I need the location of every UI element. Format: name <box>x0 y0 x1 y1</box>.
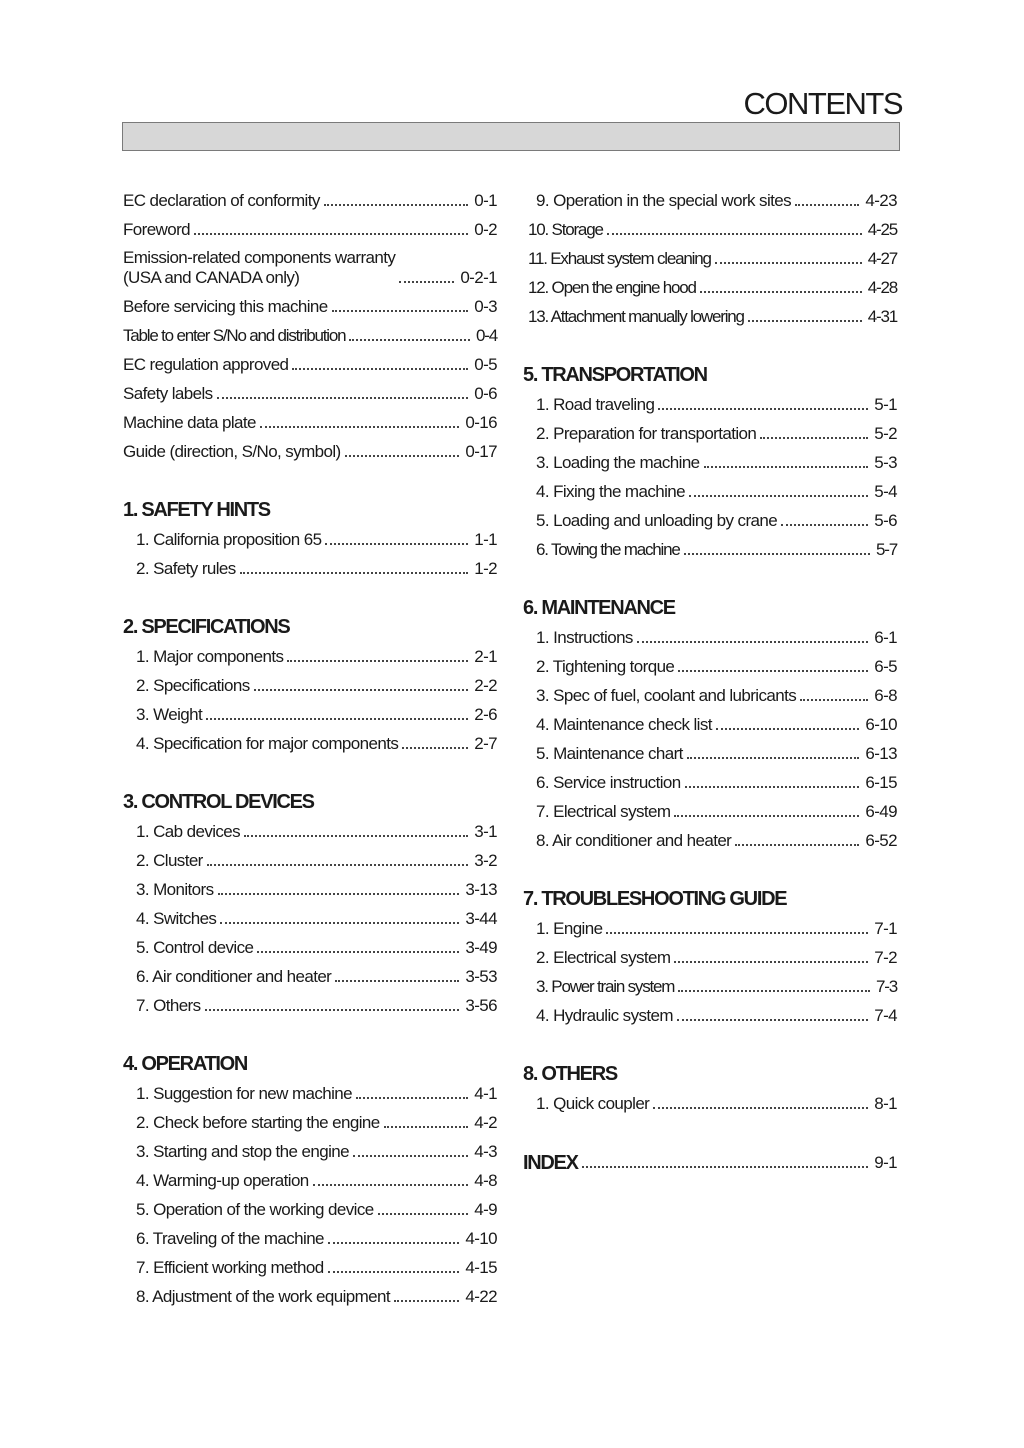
dot-leader <box>218 893 460 895</box>
dot-leader <box>704 466 869 468</box>
toc-entry[interactable] <box>123 288 497 317</box>
toc-entry-page: 4-22 <box>465 1287 497 1306</box>
toc-entry-label: 10. Storage <box>528 220 603 239</box>
dot-leader <box>244 835 468 837</box>
toc-entry-label: 6. Service instruction <box>536 773 681 792</box>
toc-entry[interactable] <box>523 910 897 939</box>
toc-entry-label: 1. Suggestion for new machine <box>136 1084 353 1103</box>
toc-entry[interactable] <box>523 298 897 327</box>
toc-entry[interactable] <box>523 619 897 648</box>
toc-entry[interactable] <box>123 240 497 288</box>
dot-leader <box>328 1271 460 1273</box>
dot-leader <box>353 1155 468 1157</box>
dot-leader <box>356 1097 468 1099</box>
toc-entry-page: 2-7 <box>474 734 497 753</box>
toc-entry[interactable] <box>523 968 897 997</box>
toc-entry[interactable] <box>523 997 897 1026</box>
toc-entry[interactable] <box>523 386 897 415</box>
toc-entry-label: 4. Switches <box>136 909 217 928</box>
toc-entry[interactable] <box>523 822 897 851</box>
toc-entry-label: 7. Efficient working method <box>136 1258 324 1277</box>
dot-leader <box>689 495 868 497</box>
toc-entry-page: 5-4 <box>874 482 897 501</box>
toc-entry-page: 4-10 <box>465 1229 497 1248</box>
toc-entry-label: 3. Starting and stop the engine <box>136 1142 349 1161</box>
dot-leader <box>378 1213 469 1215</box>
toc-entry-label: 4. Hydraulic system <box>536 1006 673 1025</box>
dot-leader <box>332 310 469 312</box>
toc-entry[interactable] <box>123 1075 497 1104</box>
dot-leader <box>678 670 868 672</box>
toc-entry-label: 2. Check before starting the engine <box>136 1113 380 1132</box>
toc-entry[interactable] <box>123 211 497 240</box>
dot-leader <box>781 524 868 526</box>
toc-entry[interactable] <box>123 433 497 462</box>
dot-leader <box>658 408 868 410</box>
toc-entry-label: 2. Tightening torque <box>536 657 675 676</box>
title-bar <box>122 122 900 151</box>
toc-entry[interactable] <box>123 1249 497 1278</box>
toc-entry-page: 2-1 <box>474 647 497 666</box>
toc-entry-page: 6-49 <box>865 802 897 821</box>
toc-entry-label: 2. Preparation for transportation <box>536 424 757 443</box>
section-heading[interactable]: 1. SAFETY HINTS <box>123 499 270 521</box>
toc-entry-page: 3-1 <box>474 822 497 841</box>
toc-entry-label: INDEX <box>523 1152 578 1174</box>
page-title: CONTENTS <box>743 86 902 121</box>
dot-leader <box>674 961 868 963</box>
toc-entry[interactable] <box>123 987 497 1016</box>
toc-entry-page: 5-1 <box>874 395 897 414</box>
toc-entry-page: 1-2 <box>474 559 497 578</box>
toc-entry[interactable] <box>523 706 897 735</box>
toc-entry[interactable] <box>123 1191 497 1220</box>
toc-entry-label: 1. Cab devices <box>136 822 241 841</box>
toc-entry-page: 4-3 <box>474 1142 497 1161</box>
toc-entry-label: 2. Safety rules <box>136 559 236 578</box>
toc-entry-label: 3. Monitors <box>136 880 214 899</box>
dot-leader <box>324 204 468 206</box>
toc-entry-label: 1. Road traveling <box>536 395 655 414</box>
dot-leader <box>637 641 868 643</box>
toc-entry-label: 13. Attachment manually lowering <box>528 307 744 326</box>
dot-leader <box>325 543 468 545</box>
toc-entry-label: 1. Major components <box>136 647 284 666</box>
toc-entry-label: Foreword <box>123 220 191 239</box>
toc-entry-label: 4. Maintenance check list <box>536 715 712 734</box>
toc-entry-page: 4-31 <box>867 307 897 326</box>
toc-entry-page: 3-13 <box>465 880 497 899</box>
toc-entry-label: 8. Air conditioner and heater <box>536 831 732 850</box>
dot-leader <box>402 747 468 749</box>
dot-leader <box>715 262 862 264</box>
toc-entry-label: 4. Warming-up operation <box>136 1171 309 1190</box>
dot-leader <box>748 320 862 322</box>
dot-leader <box>795 204 859 206</box>
toc-entry-label: 5. Loading and unloading by crane <box>536 511 778 530</box>
toc-entry-page: 7-4 <box>874 1006 897 1025</box>
toc-entry[interactable] <box>523 269 897 298</box>
toc-entry-label: 3. Spec of fuel, coolant and lubricants <box>536 686 797 705</box>
toc-entry-page: 0-17 <box>465 442 497 461</box>
toc-entry[interactable] <box>123 725 497 754</box>
toc-entry[interactable] <box>123 1104 497 1133</box>
toc-entry[interactable] <box>523 473 897 502</box>
toc-entry-page: 0-16 <box>465 413 497 432</box>
toc-entry-page: 5-7 <box>876 540 897 559</box>
toc-entry-page: 6-1 <box>874 628 897 647</box>
toc-entry-page: 0-3 <box>474 297 497 316</box>
toc-entry-page: 8-1 <box>874 1094 897 1113</box>
dot-leader <box>678 990 870 992</box>
dot-leader <box>582 1166 869 1168</box>
section-heading[interactable]: 7. TROUBLESHOOTING GUIDE <box>523 888 787 910</box>
toc-entry-label: 2. Specifications <box>136 676 250 695</box>
toc-entry[interactable] <box>123 182 497 211</box>
toc-entry-label: 5. Operation of the working device <box>136 1200 374 1219</box>
toc-entry[interactable] <box>123 1133 497 1162</box>
toc-entry-label: Guide (direction, S/No, symbol) <box>123 442 341 461</box>
dot-leader <box>292 368 468 370</box>
toc-entry-index[interactable] <box>523 1144 897 1173</box>
toc-entry[interactable] <box>523 735 897 764</box>
toc-entry-page: 7-2 <box>874 948 897 967</box>
toc-entry-label: 4. Specification for major components <box>136 734 399 753</box>
toc-entry-page: 4-27 <box>867 249 897 268</box>
toc-entry[interactable] <box>123 842 497 871</box>
dot-leader <box>677 1019 868 1021</box>
toc-entry-label: 1. Quick coupler <box>536 1094 650 1113</box>
toc-entry[interactable] <box>123 929 497 958</box>
toc-entry[interactable] <box>523 1085 897 1114</box>
toc-entry-label: 8. Adjustment of the work equipment <box>136 1287 390 1306</box>
toc-entry-label: Table to enter S/No and distribution <box>123 326 346 345</box>
toc-entry-page: 4-9 <box>474 1200 497 1219</box>
toc-entry-page: 3-2 <box>474 851 497 870</box>
toc-entry-page: 3-53 <box>465 967 497 986</box>
toc-entry-page: 6-10 <box>865 715 897 734</box>
toc-entry-page: 4-1 <box>474 1084 497 1103</box>
section-heading[interactable]: 5. TRANSPORTATION <box>523 364 707 386</box>
toc-entry-page: 6-13 <box>865 744 897 763</box>
section-heading[interactable]: 2. SPECIFICATIONS <box>123 616 290 638</box>
toc-entry[interactable] <box>123 900 497 929</box>
dot-leader <box>349 339 470 341</box>
toc-entry[interactable] <box>123 696 497 725</box>
toc-entry-page: 4-8 <box>474 1171 497 1190</box>
toc-entry[interactable] <box>123 346 497 375</box>
dot-leader <box>394 1300 459 1302</box>
toc-entry-label: 7. Electrical system <box>536 802 671 821</box>
toc-entry-page: 6-52 <box>865 831 897 850</box>
toc-entry-page: 7-3 <box>876 977 897 996</box>
dot-leader <box>345 455 460 457</box>
dot-leader <box>607 233 862 235</box>
toc-entry-label: 3. Weight <box>136 705 203 724</box>
dot-leader <box>700 291 862 293</box>
dot-leader <box>207 864 468 866</box>
toc-entry-label: 5. Control device <box>136 938 254 957</box>
toc-entry-label: 5. Maintenance chart <box>536 744 683 763</box>
toc-entry-page: 3-44 <box>465 909 497 928</box>
dot-leader <box>257 951 459 953</box>
toc-entry[interactable] <box>523 240 897 269</box>
toc-entry-page: 4-25 <box>867 220 897 239</box>
toc-entry-page: 7-1 <box>874 919 897 938</box>
dot-leader <box>335 980 459 982</box>
toc-entry-label: Machine data plate <box>123 413 256 432</box>
toc-entry-label: Before servicing this machine <box>123 297 328 316</box>
dot-leader <box>687 757 860 759</box>
toc-entry-page: 0-2 <box>474 220 497 239</box>
dot-leader <box>716 728 859 730</box>
toc-entry-label: 1. California proposition 65 <box>136 530 322 549</box>
toc-entry-page: 3-49 <box>465 938 497 957</box>
toc-entry-page: 0-2-1 <box>460 268 497 287</box>
dot-leader <box>760 437 868 439</box>
toc-entry-label: 3. Loading the machine <box>536 453 700 472</box>
dot-leader <box>313 1184 469 1186</box>
section-heading[interactable]: 6. MAINTENANCE <box>523 597 675 619</box>
toc-entry[interactable] <box>123 1162 497 1191</box>
toc-entry[interactable] <box>123 317 497 346</box>
toc-entry[interactable] <box>523 793 897 822</box>
toc-entry[interactable] <box>123 813 497 842</box>
dot-leader <box>220 922 459 924</box>
dot-leader <box>194 233 468 235</box>
toc-entry[interactable] <box>123 638 497 667</box>
dot-leader <box>685 786 860 788</box>
toc-entry-page: 4-23 <box>865 191 897 210</box>
toc-entry-label: 2. Cluster <box>136 851 203 870</box>
toc-entry-page: 5-6 <box>874 511 897 530</box>
toc-entry-label: 2. Electrical system <box>536 948 671 967</box>
dot-leader <box>606 932 868 934</box>
toc-entry[interactable] <box>123 871 497 900</box>
dot-leader <box>328 1242 459 1244</box>
toc-entry[interactable] <box>523 415 897 444</box>
dot-leader <box>240 572 469 574</box>
toc-entry-page: 0-4 <box>476 326 497 345</box>
toc-entry[interactable] <box>523 648 897 677</box>
toc-entry[interactable] <box>523 677 897 706</box>
toc-entry[interactable] <box>123 1278 497 1307</box>
toc-entry-page: 0-1 <box>474 191 497 210</box>
toc-entry-page: 3-56 <box>465 996 497 1015</box>
toc-entry-page: 6-5 <box>874 657 897 676</box>
dot-leader <box>800 699 868 701</box>
toc-entry-page: 4-28 <box>867 278 897 297</box>
toc-entry-page: 5-2 <box>874 424 897 443</box>
toc-entry[interactable] <box>523 502 897 531</box>
dot-leader <box>735 844 859 846</box>
toc-entry[interactable] <box>123 667 497 696</box>
toc-entry[interactable] <box>523 211 897 240</box>
toc-entry[interactable] <box>123 550 497 579</box>
toc-entry-label: 1. Engine <box>536 919 603 938</box>
toc-entry[interactable] <box>123 521 497 550</box>
section-heading[interactable]: 8. OTHERS <box>523 1063 617 1085</box>
toc-entry-page: 4-2 <box>474 1113 497 1132</box>
toc-entry-page: 2-2 <box>474 676 497 695</box>
dot-leader <box>674 815 859 817</box>
toc-entry-page: 2-6 <box>474 705 497 724</box>
dot-leader <box>287 660 468 662</box>
toc-entry-label: 4. Fixing the machine <box>536 482 685 501</box>
section-heading[interactable]: 4. OPERATION <box>123 1053 248 1075</box>
dot-leader <box>260 426 460 428</box>
toc-entry[interactable] <box>523 939 897 968</box>
toc-entry[interactable] <box>523 531 897 560</box>
toc-entry-label: 3. Power train system <box>536 977 675 996</box>
toc-entry-label: Emission-related components warranty <box>123 248 396 267</box>
dot-leader <box>399 281 454 283</box>
toc-entry[interactable] <box>123 404 497 433</box>
dot-leader <box>653 1107 868 1109</box>
toc-entry-page: 4-15 <box>465 1258 497 1277</box>
toc-right-column <box>523 182 897 1173</box>
dot-leader <box>384 1126 469 1128</box>
toc-entry-label: 9. Operation in the special work sites <box>536 191 792 210</box>
section-heading[interactable]: 3. CONTROL DEVICES <box>123 791 314 813</box>
toc-entry-label: Safety labels <box>123 384 213 403</box>
toc-left-column <box>123 182 497 1307</box>
dot-leader <box>684 553 870 555</box>
dot-leader <box>217 397 469 399</box>
dot-leader <box>254 689 469 691</box>
toc-entry-label: EC regulation approved <box>123 355 289 374</box>
toc-entry-label: (USA and CANADA only) <box>123 268 300 287</box>
toc-entry-label: 6. Traveling of the machine <box>136 1229 324 1248</box>
toc-entry[interactable] <box>523 182 897 211</box>
toc-entry[interactable] <box>123 1220 497 1249</box>
toc-entry-label: 6. Air conditioner and heater <box>136 967 332 986</box>
toc-entry-label: 6. Towing the machine <box>536 540 680 559</box>
toc-entry-label: EC declaration of conformity <box>123 191 320 210</box>
toc-entry[interactable] <box>523 764 897 793</box>
toc-entry-label: 7. Others <box>136 996 201 1015</box>
toc-entry-page: 0-6 <box>474 384 497 403</box>
toc-entry[interactable] <box>123 375 497 404</box>
toc-entry-page: 0-5 <box>474 355 497 374</box>
toc-entry-page: 6-15 <box>865 773 897 792</box>
toc-entry-label: 1. Instructions <box>536 628 633 647</box>
toc-entry[interactable] <box>523 444 897 473</box>
toc-entry-page: 5-3 <box>874 453 897 472</box>
toc-entry-label: 11. Exhaust system cleaning <box>528 249 711 268</box>
toc-entry[interactable] <box>123 958 497 987</box>
toc-entry-page: 9-1 <box>874 1153 897 1172</box>
toc-entry-label: 12. Open the engine hood <box>528 278 696 297</box>
toc-entry-page: 1-1 <box>474 530 497 549</box>
dot-leader <box>206 718 468 720</box>
dot-leader <box>205 1009 460 1011</box>
toc-entry-page: 6-8 <box>874 686 897 705</box>
